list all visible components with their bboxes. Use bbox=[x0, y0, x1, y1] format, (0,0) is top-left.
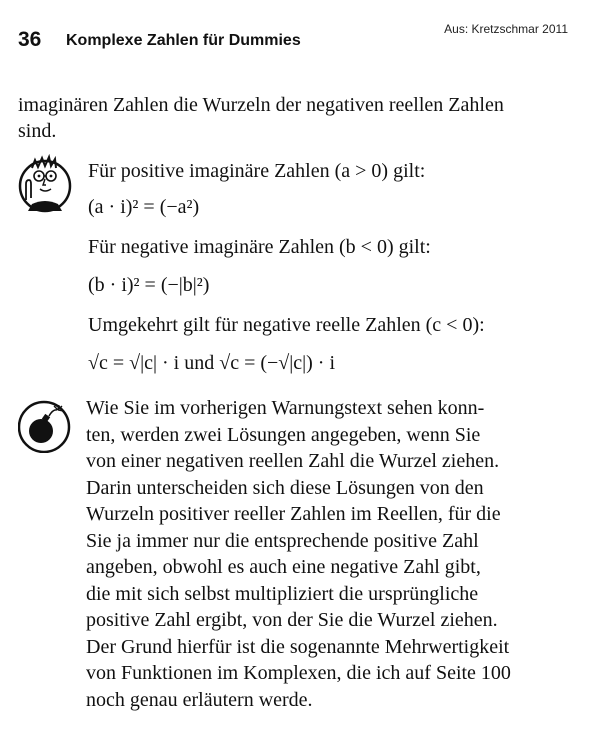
negative-formula bbox=[88, 274, 209, 297]
warning-line: ten, werden zwei Lösungen angegeben, wenn Sie bbox=[86, 423, 481, 446]
positive-formula bbox=[88, 196, 199, 219]
negative-condition-text: Für negative imaginäre Zahlen (b < 0) gilt: bbox=[88, 236, 431, 258]
positive-formula-text: (a · i)² = (−a²) bbox=[88, 196, 200, 218]
tip-dummy-icon bbox=[18, 154, 72, 216]
page-number: 36 bbox=[18, 28, 42, 51]
warning-line: positive Zahl ergibt, von der Sie die Wurzel ziehen. bbox=[86, 609, 498, 631]
negative-formula-text: (b · i)² = (−|b|²) bbox=[88, 274, 210, 296]
warning-line: von einer negativen reellen Zahl die Wurzel ziehen. bbox=[86, 450, 500, 472]
reverse-formula bbox=[88, 352, 335, 375]
warning-line: die mit sich selbst multipliziert die ursprüngliche bbox=[86, 582, 479, 605]
warning-line: Darin unterscheiden sich diese Lösungen von den bbox=[86, 476, 484, 499]
warning-line: Sie ja immer nur die entsprechende positive Zahl bbox=[86, 529, 479, 552]
book-title: Komplexe Zahlen für Dummies bbox=[66, 32, 301, 49]
warning-line: Wie Sie im vorherigen Warnungstext sehen konn- bbox=[86, 397, 485, 419]
intro-line-1: imaginären Zahlen die Wurzeln der negativen reellen Zahlen bbox=[18, 94, 504, 116]
bomb-icon bbox=[18, 397, 72, 453]
page-header bbox=[18, 22, 578, 58]
warning-line: noch genau erläutern werde. bbox=[86, 688, 313, 711]
positive-condition-text: Für positive imaginäre Zahlen (a > 0) gilt: bbox=[88, 160, 426, 182]
intro-paragraph bbox=[18, 92, 578, 144]
warning-line: von Funktionen im Komplexen, die ich auf Seite 100 bbox=[86, 662, 511, 684]
intro-line-2: sind. bbox=[18, 120, 57, 142]
warning-line: Wurzeln positiver reeller Zahlen im Reellen, für die bbox=[86, 503, 501, 525]
warning-text bbox=[86, 395, 566, 713]
source-note: Aus: Kretzschmar 2011 bbox=[444, 22, 568, 36]
warning-line: Der Grund hierfür ist die sogenannte Mehrwertigkeit bbox=[86, 635, 510, 658]
reverse-condition-text: Umgekehrt gilt für negative reelle Zahlen (c < 0): bbox=[88, 314, 485, 336]
warning-line: angeben, obwohl es auch eine negative Zahl gibt, bbox=[86, 556, 481, 578]
reverse-formula-text: √c = √|c| · i und √c = (−√|c|) · i bbox=[88, 352, 336, 374]
